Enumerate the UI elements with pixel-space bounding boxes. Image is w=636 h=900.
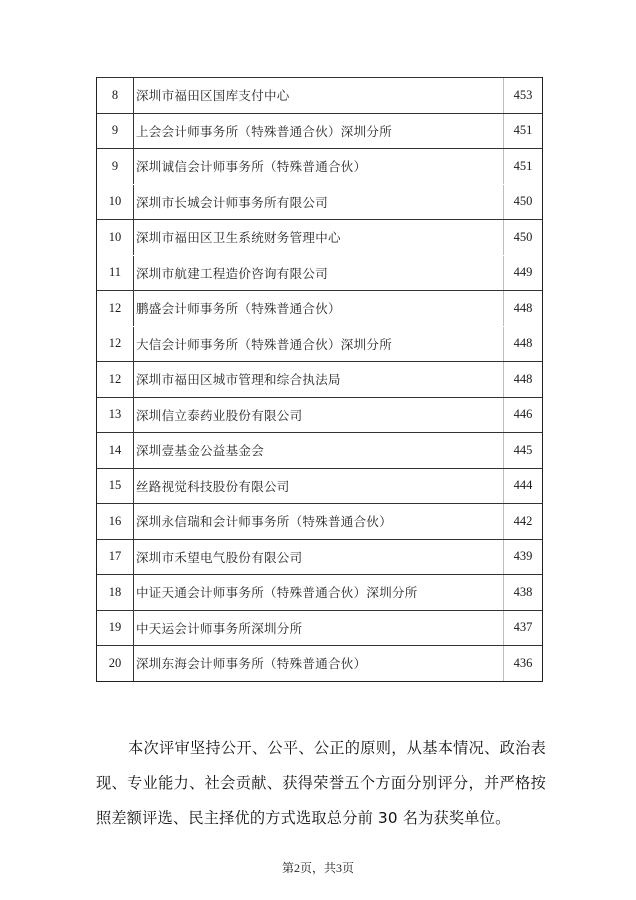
organization-name-cell: 中天运会计师事务所深圳分所 [134, 611, 504, 646]
table-row [97, 539, 542, 575]
ranking-table [96, 77, 543, 682]
score-cell: 451 [513, 123, 533, 138]
table-row [97, 468, 542, 504]
table-row [97, 610, 542, 646]
rank-cell: 16 [97, 504, 134, 539]
table-row [97, 574, 542, 610]
rank-cell: 9 [97, 114, 134, 149]
score-cell: 446 [513, 407, 533, 422]
table-row [97, 397, 542, 433]
rank-cell: 8 [97, 78, 134, 113]
score-cell: 444 [513, 478, 533, 493]
score-cell: 448 [513, 336, 533, 351]
rank-cell: 10 [97, 185, 134, 220]
table-row [97, 645, 542, 681]
table-row [97, 219, 542, 255]
score-cell: 449 [513, 265, 533, 280]
table-row [97, 113, 542, 149]
organization-name-cell: 深圳市禾望电气股份有限公司 [134, 540, 504, 575]
rank-cell: 15 [97, 469, 134, 504]
table-row [97, 77, 542, 113]
rank-cell: 11 [97, 256, 134, 291]
rank-cell: 12 [97, 327, 134, 362]
rank-cell: 14 [97, 433, 134, 468]
organization-name-cell: 深圳市福田区卫生系统财务管理中心 [134, 220, 504, 255]
organization-name-cell: 深圳市航建工程造价咨询有限公司 [134, 256, 504, 291]
score-cell: 450 [513, 229, 533, 244]
organization-name-cell: 深圳壹基金公益基金会 [134, 433, 504, 468]
rank-cell: 10 [97, 220, 134, 255]
score-cell: 438 [513, 584, 533, 599]
score-cell: 450 [513, 194, 533, 209]
table-row [97, 326, 542, 362]
organization-name-cell: 大信会计师事务所（特殊普通合伙）深圳分所 [134, 327, 504, 362]
score-cell: 448 [513, 371, 533, 386]
table-row [97, 184, 542, 220]
score-cell: 437 [513, 620, 533, 635]
table-row [97, 361, 542, 397]
rank-cell: 9 [97, 149, 134, 184]
score-cell: 436 [513, 655, 533, 670]
score-cell: 439 [513, 549, 533, 564]
score-cell: 442 [513, 513, 533, 528]
table-row [97, 148, 542, 184]
organization-name-cell: 深圳市福田区国库支付中心 [134, 78, 504, 113]
page-number-footer: 第2页，共3页 [281, 861, 354, 875]
table-row [97, 290, 542, 326]
table-row [97, 503, 542, 539]
organization-name-cell: 中证天通会计师事务所（特殊普通合伙）深圳分所 [134, 575, 504, 610]
rank-cell: 12 [97, 362, 134, 397]
organization-name-cell: 鹏盛会计师事务所（特殊普通合伙） [134, 291, 504, 326]
organization-name-cell: 深圳市福田区城市管理和综合执法局 [134, 362, 504, 397]
organization-name-cell: 丝路视觉科技股份有限公司 [134, 469, 504, 504]
organization-name-cell: 深圳永信瑞和会计师事务所（特殊普通合伙） [134, 504, 504, 539]
score-cell: 451 [513, 158, 533, 173]
table-row [97, 255, 542, 291]
rank-cell: 20 [97, 646, 134, 681]
organization-name-cell: 深圳信立泰药业股份有限公司 [134, 398, 504, 433]
table-row [97, 432, 542, 468]
score-cell: 448 [513, 300, 533, 315]
organization-name-cell: 上会会计师事务所（特殊普通合伙）深圳分所 [134, 114, 504, 149]
organization-name-cell: 深圳东海会计师事务所（特殊普通合伙） [134, 646, 504, 681]
organization-name-cell: 深圳诚信会计师事务所（特殊普通合伙） [134, 149, 504, 184]
score-cell: 445 [513, 442, 533, 457]
rank-cell: 12 [97, 291, 134, 326]
rank-cell: 17 [97, 540, 134, 575]
evaluation-description-paragraph: 本次评审坚持公开、公平、公正的原则，从基本情况、政治表现、专业能力、社会贡献、获得荣誉五个方面分别评分，并严格按照差额评选、民主择优的方式选取总分前 30 名为获奖单位。 [96, 739, 546, 828]
organization-name-cell: 深圳市长城会计师事务所有限公司 [134, 185, 504, 220]
rank-cell: 18 [97, 575, 134, 610]
rank-cell: 13 [97, 398, 134, 433]
rank-cell: 19 [97, 611, 134, 646]
score-cell: 453 [513, 87, 533, 102]
